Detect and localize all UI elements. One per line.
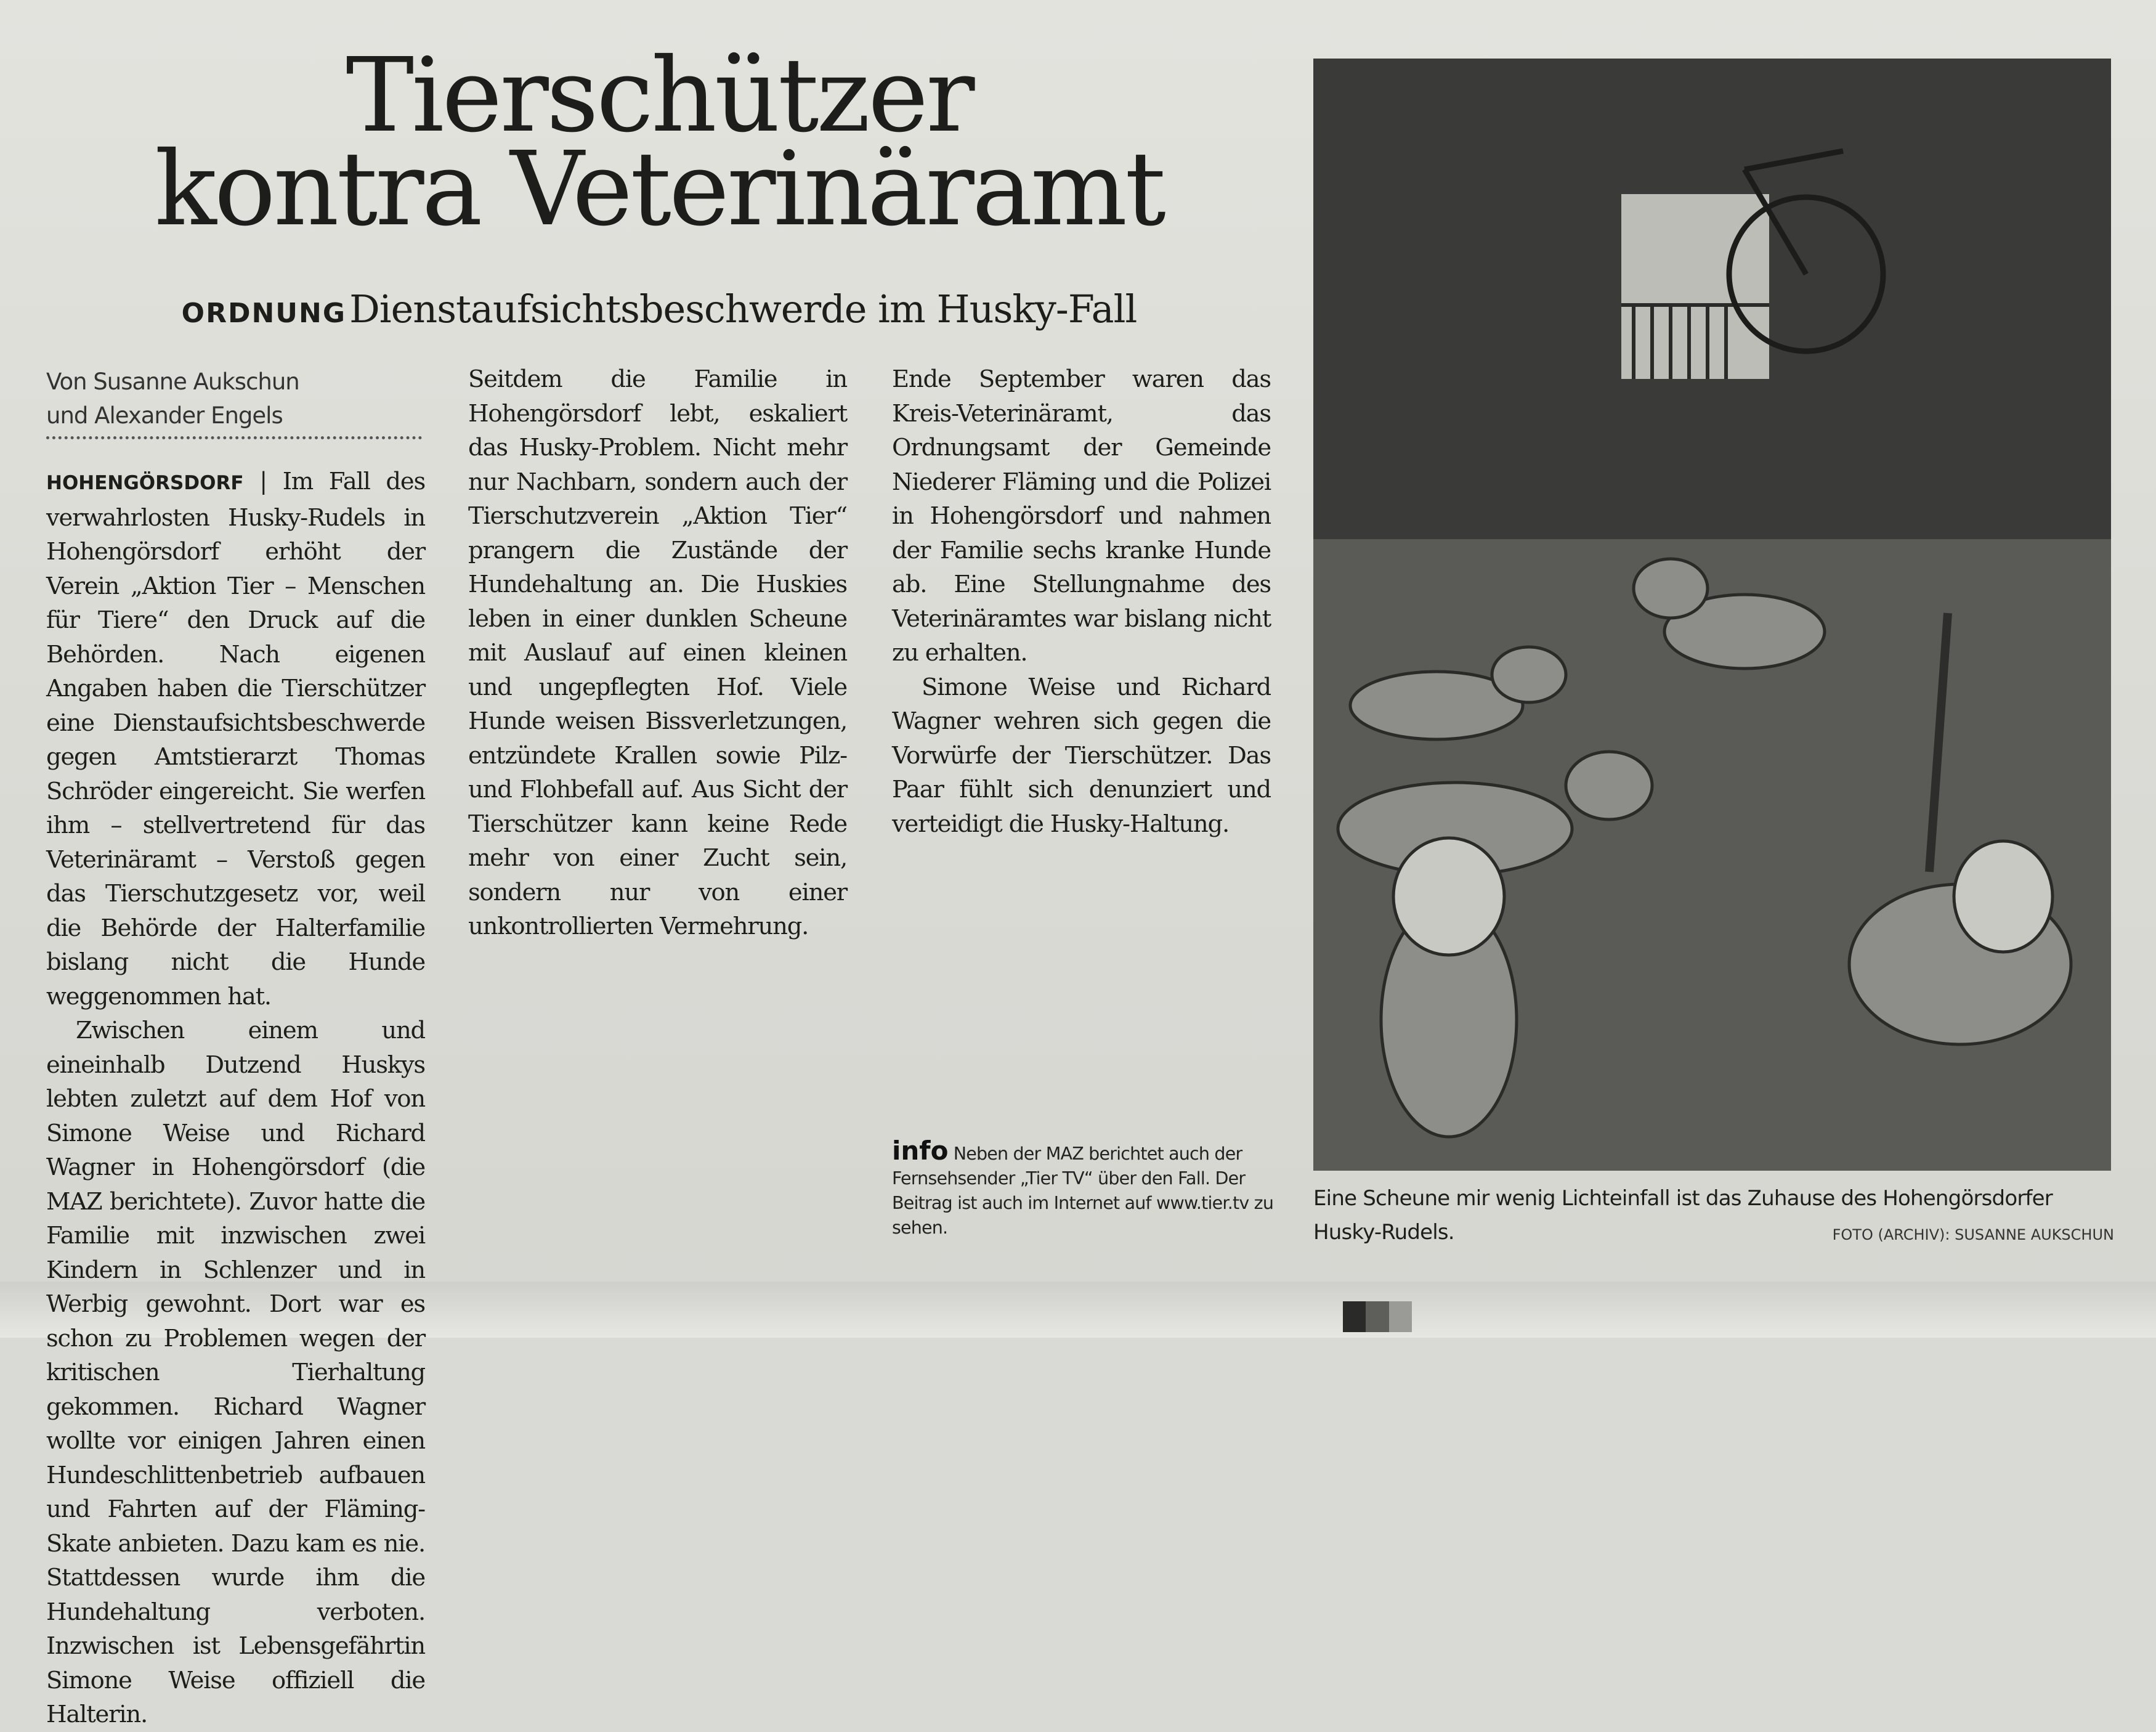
print-registration-mark [1343,1301,1412,1332]
paragraph-3: Seitdem die Familie in Hohengörsdorf lebt, eskaliert das Husky-Problem. Nicht mehr nur Nachbarn, sondern auch der Tierschutzverein „Aktion Tier“ prangern die Zustände der Hundehaltung an. Die Huskies leben in einer dunklen Scheune mit Auslauf auf einen kleinen und ungepflegten Hof. Viele Hunde weisen Bissverletzungen, entzündete Krallen sowie Pilz- und Flohbefall auf. Aus Sicht der Tierschützer kann keine Rede mehr von einer Zucht sein, sondern nur von einer unkontrollierten Vermehrung. [468,365,847,940]
husky-dog-3-head [1566,752,1652,819]
paragraph-1 [46,465,425,1014]
kicker: ORDNUNG [181,298,346,329]
byline-line-2: und Alexander Engels [46,402,283,429]
headline-line-2: kontra Veterinäramt [155,130,1164,249]
paragraph-1-text: Im Fall des verwahrlosten Husky-Rudels in Hohengörsdorf erhöht der Verein „Aktion Tier – Menschen für Tiere“ den Druck auf die Behörden. Nach eigenen Angaben haben die Tierschützer eine Dienstaufsichtsbeschwerde gegen Amtstierarzt Thomas Schröder eingereicht. Sie werfen ihm – stellvertretend für das Veterinäramt – Verstoß gegen das Tierschutzgesetz vor, weil die Behörde der Halterfamilie bislang nicht die Hunde weggenommen hat. [46,468,425,1010]
husky-dog-1-head [1492,647,1566,702]
deck: Dienstaufsichtsbeschwerde im Husky-Fall [349,287,1137,331]
dateline: HOHENGÖRSDORF [46,472,244,494]
byline-line-1: Von Susanne Aukschun [46,368,299,395]
husky-dog-5-head [1954,841,2053,952]
photo-credit: FOTO (ARCHIV): SUSANNE AUKSCHUN [1832,1226,2114,1243]
subheadline [37,287,1281,331]
byline [46,365,422,433]
husky-photo [1313,59,2111,1171]
paragraph-5: Simone Weise und Richard Wagner wehren sich gegen die Vorwürfe der Tierschützer. Das Paar fühlt sich denunziert und verteidigt die Husky-Haltung. [892,673,1271,838]
barn-scene-illustration [1313,59,2111,1171]
caption-text: Eine Scheune mir wenig Lichteinfall ist das Zuhause des Hohengörsdorfer Husky-Rudels. [1313,1186,2053,1245]
byline-divider [46,436,422,439]
text-column-3 [892,362,1271,841]
paragraph-4: Ende September waren das Kreis-Veterinäramt, das Ordnungsamt der Gemeinde Niederer Fläming und die Polizei in Hohengörsdorf und nahmen der Familie sechs kranke Hunde ab. Eine Stellungnahme des Veterinäramtes war bislang nicht zu erhalten. [892,365,1271,667]
text-column-1 [46,465,425,1732]
headline [37,36,1281,249]
info-text: Neben der MAZ berichtet auch der Fernsehsender „Tier TV“ über den Fall. Der Beitrag ist auch im Internet auf www.tier.tv zu sehen. [892,1144,1274,1238]
husky-dog-4-head [1393,838,1504,955]
headline-line-1: Tierschützer [346,36,973,155]
info-box [892,1136,1274,1240]
dateline-separator: | [243,468,283,495]
info-label: info [892,1136,949,1166]
paragraph-2: Zwischen einem und eineinhalb Dutzend Huskys lebten zuletzt auf dem Hof von Simone Weise und Richard Wagner in Hohengörsdorf (die MAZ berichtete). Zuvor hatte die Familie mit inzwischen zwei Kindern in Schlenzer und in Werbig gewohnt. Dort war es schon zu Problemen wegen der kritischen Tierhaltung gekommen. Richard Wagner wollte vor einigen Jahren einen Hundeschlittenbetrieb aufbauen und Fahrten auf der Fläming-Skate anbieten. Dazu kam es nie. Stattdessen wurde ihm die Hundehaltung verboten. Inzwischen ist Lebensgefährtin Simone Weise offiziell die Halterin. [46,1017,425,1728]
text-column-2 [468,362,847,944]
husky-dog-2-head [1634,559,1708,618]
photo-caption [1313,1182,2114,1252]
